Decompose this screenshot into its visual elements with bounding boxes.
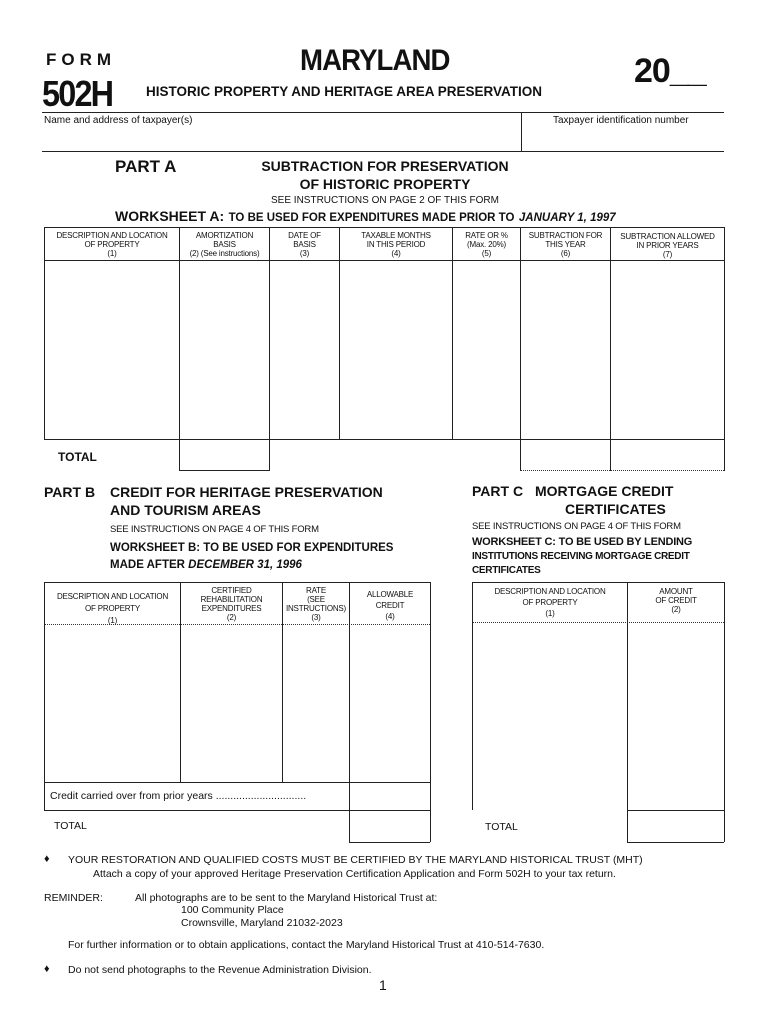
attach-notice: Attach a copy of your approved Heritage Preservation Certification Application and Form 502H to your tax return. <box>93 868 616 880</box>
worksheet-c-heading-1: WORKSHEET C: TO BE USED BY LENDING <box>472 536 693 548</box>
col-header-line: DESCRIPTION AND LOCATION <box>56 231 168 240</box>
col-header-line: IN PRIOR YEARS <box>636 241 699 250</box>
col-header-line: OF PROPERTY <box>522 598 578 607</box>
form-number: 502H <box>42 73 113 114</box>
worksheet-c-heading-3: CERTIFICATES <box>472 565 541 576</box>
worksheet-b-col-3-header <box>283 586 349 622</box>
form-word: FORM <box>46 50 117 69</box>
col-header-line: (Max. 20%) <box>467 240 506 249</box>
reminder-text: All photographs are to be sent to the Maryland Historical Trust at: <box>135 892 438 904</box>
photo-notice: Do not send photographs to the Revenue Administration Division. <box>68 964 372 976</box>
worksheet-a-col-5-header <box>453 231 520 258</box>
col-header-line: DESCRIPTION AND LOCATION <box>56 592 169 601</box>
worksheet-a-total-prior[interactable] <box>611 440 723 470</box>
part-b-instructions: SEE INSTRUCTIONS ON PAGE 4 OF THIS FORM <box>110 524 319 535</box>
worksheet-a-months-cell[interactable] <box>340 261 451 438</box>
part-a-label: PART A <box>115 157 177 176</box>
worksheet-a-description-cell[interactable] <box>45 261 178 438</box>
mht-address-line-1: 100 Community Place <box>181 904 284 916</box>
col-header-line: (1) <box>545 609 555 618</box>
col-header-line: EXPENDITURES <box>201 604 262 613</box>
taxpayer-divider <box>521 112 522 152</box>
page-number: 1 <box>379 977 387 993</box>
col-header-line: RATE OR % <box>465 231 508 240</box>
worksheet-b-total-amount[interactable] <box>350 811 429 841</box>
worksheet-b-credit-cell[interactable] <box>350 625 429 781</box>
col-header-line: RATE <box>306 586 326 595</box>
col-header-line: OF PROPERTY <box>84 240 140 249</box>
worksheet-c-total-label: TOTAL <box>485 821 518 833</box>
worksheet-a-total-label: TOTAL <box>58 450 97 464</box>
taxpayer-name-label: Name and address of taxpayer(s) <box>44 115 193 126</box>
worksheet-a-col-2-header <box>180 231 269 258</box>
worksheet-a-label: WORKSHEET A: <box>115 208 225 224</box>
worksheet-c-col-2-header <box>628 587 724 614</box>
col-header-line: (5) <box>481 249 492 258</box>
taxpayer-id-field[interactable] <box>523 126 723 150</box>
worksheet-b-top-rule <box>44 582 430 583</box>
worksheet-c-heading-2: INSTITUTIONS RECEIVING MORTGAGE CREDIT <box>472 551 690 562</box>
total-box-rule <box>179 470 269 471</box>
col-header-line: (3) <box>299 249 310 258</box>
worksheet-a-col-6-header <box>521 231 610 258</box>
form-subtitle: HISTORIC PROPERTY AND HERITAGE AREA PRESERVATION <box>146 84 543 99</box>
worksheet-a-col-1-header <box>45 231 179 258</box>
col-rule <box>724 227 725 471</box>
col-header-line: DESCRIPTION AND LOCATION <box>494 587 606 596</box>
worksheet-c-top-rule <box>472 582 724 583</box>
worksheet-b-carryover-amount[interactable] <box>350 783 429 809</box>
col-header-line: DATE OF <box>288 231 321 240</box>
worksheet-a-col-3-header <box>270 231 339 258</box>
col-header-line: THIS YEAR <box>545 240 586 249</box>
col-header-line: IN THIS PERIOD <box>366 240 426 249</box>
col-header-line: (SEE <box>307 595 325 604</box>
contact-notice: For further information or to obtain applications, contact the Maryland Historical Trust at 410-514-7630. <box>68 939 545 951</box>
col-header-line: (2) <box>226 613 237 622</box>
state-title: MARYLAND <box>300 44 450 77</box>
mht-address-line-2: Crownsville, Maryland 21032-2023 <box>181 917 343 929</box>
worksheet-a-rate-cell[interactable] <box>453 261 519 438</box>
col-header-line: SUBTRACTION ALLOWED <box>620 232 715 241</box>
taxpayer-id-label: Taxpayer identification number <box>553 115 689 126</box>
worksheet-a-date-cell[interactable] <box>270 261 338 438</box>
col-header-line: (3) <box>311 613 321 622</box>
total-box-rule <box>349 842 430 843</box>
worksheet-b-date: DECEMBER 31, 1996 <box>188 559 302 571</box>
col-header-line: OF PROPERTY <box>85 604 140 613</box>
col-header-line: TAXABLE MONTHS <box>361 231 431 240</box>
worksheet-a-heading <box>115 208 616 226</box>
col-header-line: (4) <box>391 249 401 258</box>
worksheet-c-total-amount[interactable] <box>628 811 723 841</box>
worksheet-a-amortization-cell[interactable] <box>180 261 268 438</box>
worksheet-a-total-amortization[interactable] <box>180 440 268 470</box>
worksheet-b-col-2-header <box>181 586 282 622</box>
worksheet-c-description-cell[interactable] <box>473 623 626 809</box>
worksheet-a-col-7-header <box>611 232 724 259</box>
worksheet-b-total-label: TOTAL <box>54 820 87 832</box>
part-c-instructions: SEE INSTRUCTIONS ON PAGE 4 OF THIS FORM <box>472 521 681 532</box>
worksheet-b-col-4-header <box>350 590 430 621</box>
tax-year[interactable]: 20__ <box>634 52 706 90</box>
col-header-line: (2) <box>671 605 681 614</box>
worksheet-b-made-after: MADE AFTER <box>110 559 185 571</box>
worksheet-b-heading-2 <box>110 559 302 571</box>
header-rule <box>42 112 724 113</box>
part-a-title-1: SUBTRACTION FOR PRESERVATION <box>261 158 509 174</box>
part-a-instructions: SEE INSTRUCTIONS ON PAGE 2 OF THIS FORM <box>271 195 499 206</box>
worksheet-b-carryover-label: Credit carried over from prior years ............................... <box>50 790 307 802</box>
part-a-title-2: OF HISTORIC PROPERTY <box>299 176 471 192</box>
col-header-line: AMOUNT <box>659 587 693 596</box>
worksheet-c-amount-cell[interactable] <box>628 623 723 809</box>
col-header-line: ALLOWABLE <box>366 590 414 599</box>
col-header-line: (4) <box>385 612 395 621</box>
worksheet-a-top-rule <box>44 227 724 228</box>
col-header-line: BASIS <box>293 240 316 249</box>
col-header-line: INSTRUCTIONS) <box>285 604 347 613</box>
bullet-diamond-icon: ♦ <box>44 963 50 975</box>
col-rule <box>430 582 431 842</box>
taxpayer-bottom-rule <box>42 151 724 152</box>
col-rule <box>724 582 725 842</box>
worksheet-b-description-cell[interactable] <box>45 625 179 781</box>
worksheet-a-col-4-header <box>340 231 452 258</box>
worksheet-a-text: TO BE USED FOR EXPENDITURES MADE PRIOR TO <box>228 212 515 224</box>
col-header-line: (1) <box>107 616 118 625</box>
part-b-title-1: CREDIT FOR HERITAGE PRESERVATION <box>110 484 383 500</box>
col-header-line: CERTIFIED <box>211 586 252 595</box>
col-header-line: CREDIT <box>375 601 405 610</box>
part-b-label: PART B <box>44 484 96 500</box>
worksheet-a-prior-cell[interactable] <box>611 261 723 438</box>
col-header-line: (7) <box>662 250 673 259</box>
total-box-rule <box>520 470 724 471</box>
worksheet-c-col-1-header <box>473 587 627 618</box>
part-c-label: PART C <box>472 483 524 499</box>
worksheet-a-total-subtraction[interactable] <box>521 440 609 470</box>
mht-notice: YOUR RESTORATION AND QUALIFIED COSTS MUST BE CERTIFIED BY THE MARYLAND HISTORICAL TRUST (MHT) <box>68 854 643 866</box>
part-c-title-2: CERTIFICATES <box>565 501 666 517</box>
reminder-label: REMINDER: <box>44 892 103 904</box>
worksheet-a-subtraction-cell[interactable] <box>521 261 609 438</box>
col-header-line: SUBTRACTION FOR <box>528 231 603 240</box>
worksheet-a-date: JANUARY 1, 1997 <box>518 212 616 224</box>
worksheet-b-rate-cell[interactable] <box>283 625 348 781</box>
col-header-line: BASIS <box>213 240 236 249</box>
col-header-line: (6) <box>560 249 571 258</box>
col-header-line: OF CREDIT <box>655 596 697 605</box>
worksheet-b-heading-1: WORKSHEET B: TO BE USED FOR EXPENDITURES <box>110 542 394 554</box>
col-header-line: (2) (See instructions) <box>189 249 260 258</box>
part-b-title-2: AND TOURISM AREAS <box>110 502 261 518</box>
col-header-line: AMORTIZATION <box>195 231 254 240</box>
col-header-line: (1) <box>107 249 117 258</box>
part-c-title-1: MORTGAGE CREDIT <box>535 483 674 499</box>
bullet-diamond-icon: ♦ <box>44 853 50 865</box>
worksheet-b-expenditures-cell[interactable] <box>181 625 281 781</box>
total-box-rule <box>627 842 724 843</box>
col-header-line: REHABILITATION <box>200 595 263 604</box>
taxpayer-name-field[interactable] <box>42 126 520 150</box>
worksheet-b-col-1-header <box>45 592 180 625</box>
